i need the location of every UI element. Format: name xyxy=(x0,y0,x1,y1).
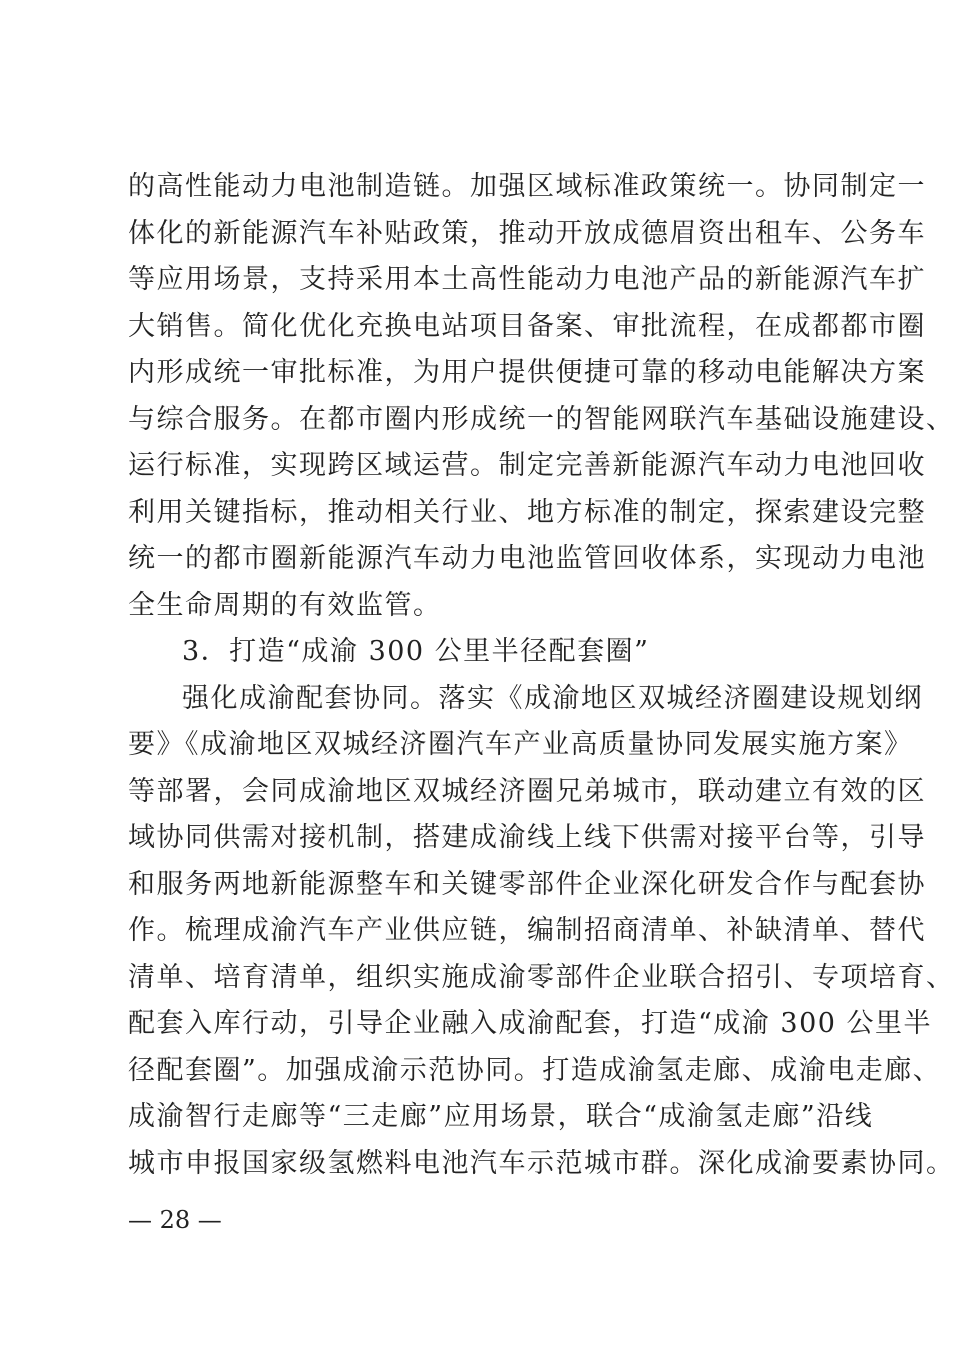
text-line: 等应用场景，支持采用本土高性能动力电池产品的新能源汽车扩 xyxy=(128,264,926,295)
text-line: 强化成渝配套协同。落实《成渝地区双城经济圈建设规划纲 xyxy=(182,682,923,714)
section-heading: 3．打造“成渝 300 公里半径配套圈” xyxy=(182,636,650,667)
text-line: 与综合服务。在都市圈内形成统一的智能网联汽车基础设施建设、 xyxy=(128,403,955,435)
text-line: 体化的新能源汽车补贴政策，推动开放成德眉资出租车、公务车 xyxy=(128,217,926,249)
text-line: 内形成统一审批标准，为用户提供便捷可靠的移动电能解决方案 xyxy=(128,357,926,388)
text-line: 全生命周期的有效监管。 xyxy=(128,589,442,621)
text-line: 配套入库行动，引导企业融入成渝配套，打造“成渝 300 公里半 xyxy=(128,1008,933,1039)
text-line: 运行标准，实现跨区域运营。制定完善新能源汽车动力电池回收 xyxy=(128,450,926,481)
text-line: 大销售。简化优化充换电站项目备案、审批流程，在成都都市圈 xyxy=(128,310,926,342)
text-line: 清单、培育清单，组织实施成渝零部件企业联合招引、专项培育、 xyxy=(128,961,955,993)
text-line: 作。梳理成渝汽车产业供应链，编制招商清单、补缺清单、替代 xyxy=(128,915,926,946)
text-line: 径配套圈”。加强成渝示范协同。打造成渝氢走廊、成渝电走廊、 xyxy=(128,1054,942,1086)
text-line: 要》《成渝地区双城经济圈汽车产业高质量协同发展实施方案》 xyxy=(128,729,913,760)
body-text xyxy=(128,164,955,1187)
text-line: 等部署，会同成渝地区双城经济圈兄弟城市，联动建立有效的区 xyxy=(128,775,926,807)
text-line: 和服务两地新能源整车和关键零部件企业深化研发合作与配套协 xyxy=(128,868,926,900)
text-line: 利用关键指标，推动相关行业、地方标准的制定，探索建设完整 xyxy=(128,496,926,528)
text-line: 域协同供需对接机制，搭建成渝线上线下供需对接平台等，引导 xyxy=(128,822,926,853)
text-line: 城市申报国家级氢燃料电池汽车示范城市群。深化成渝要素协同。 xyxy=(128,1147,955,1179)
text-line: 成渝智行走廊等“三走廊”应用场景，联合“成渝氢走廊”沿线 xyxy=(128,1101,874,1132)
text-line: 统一的都市圈新能源汽车动力电池监管回收体系，实现动力电池 xyxy=(128,543,926,574)
page-number: — 28 — xyxy=(128,1206,222,1234)
text-line: 的高性能动力电池制造链。加强区域标准政策统一。协同制定一 xyxy=(128,171,926,202)
